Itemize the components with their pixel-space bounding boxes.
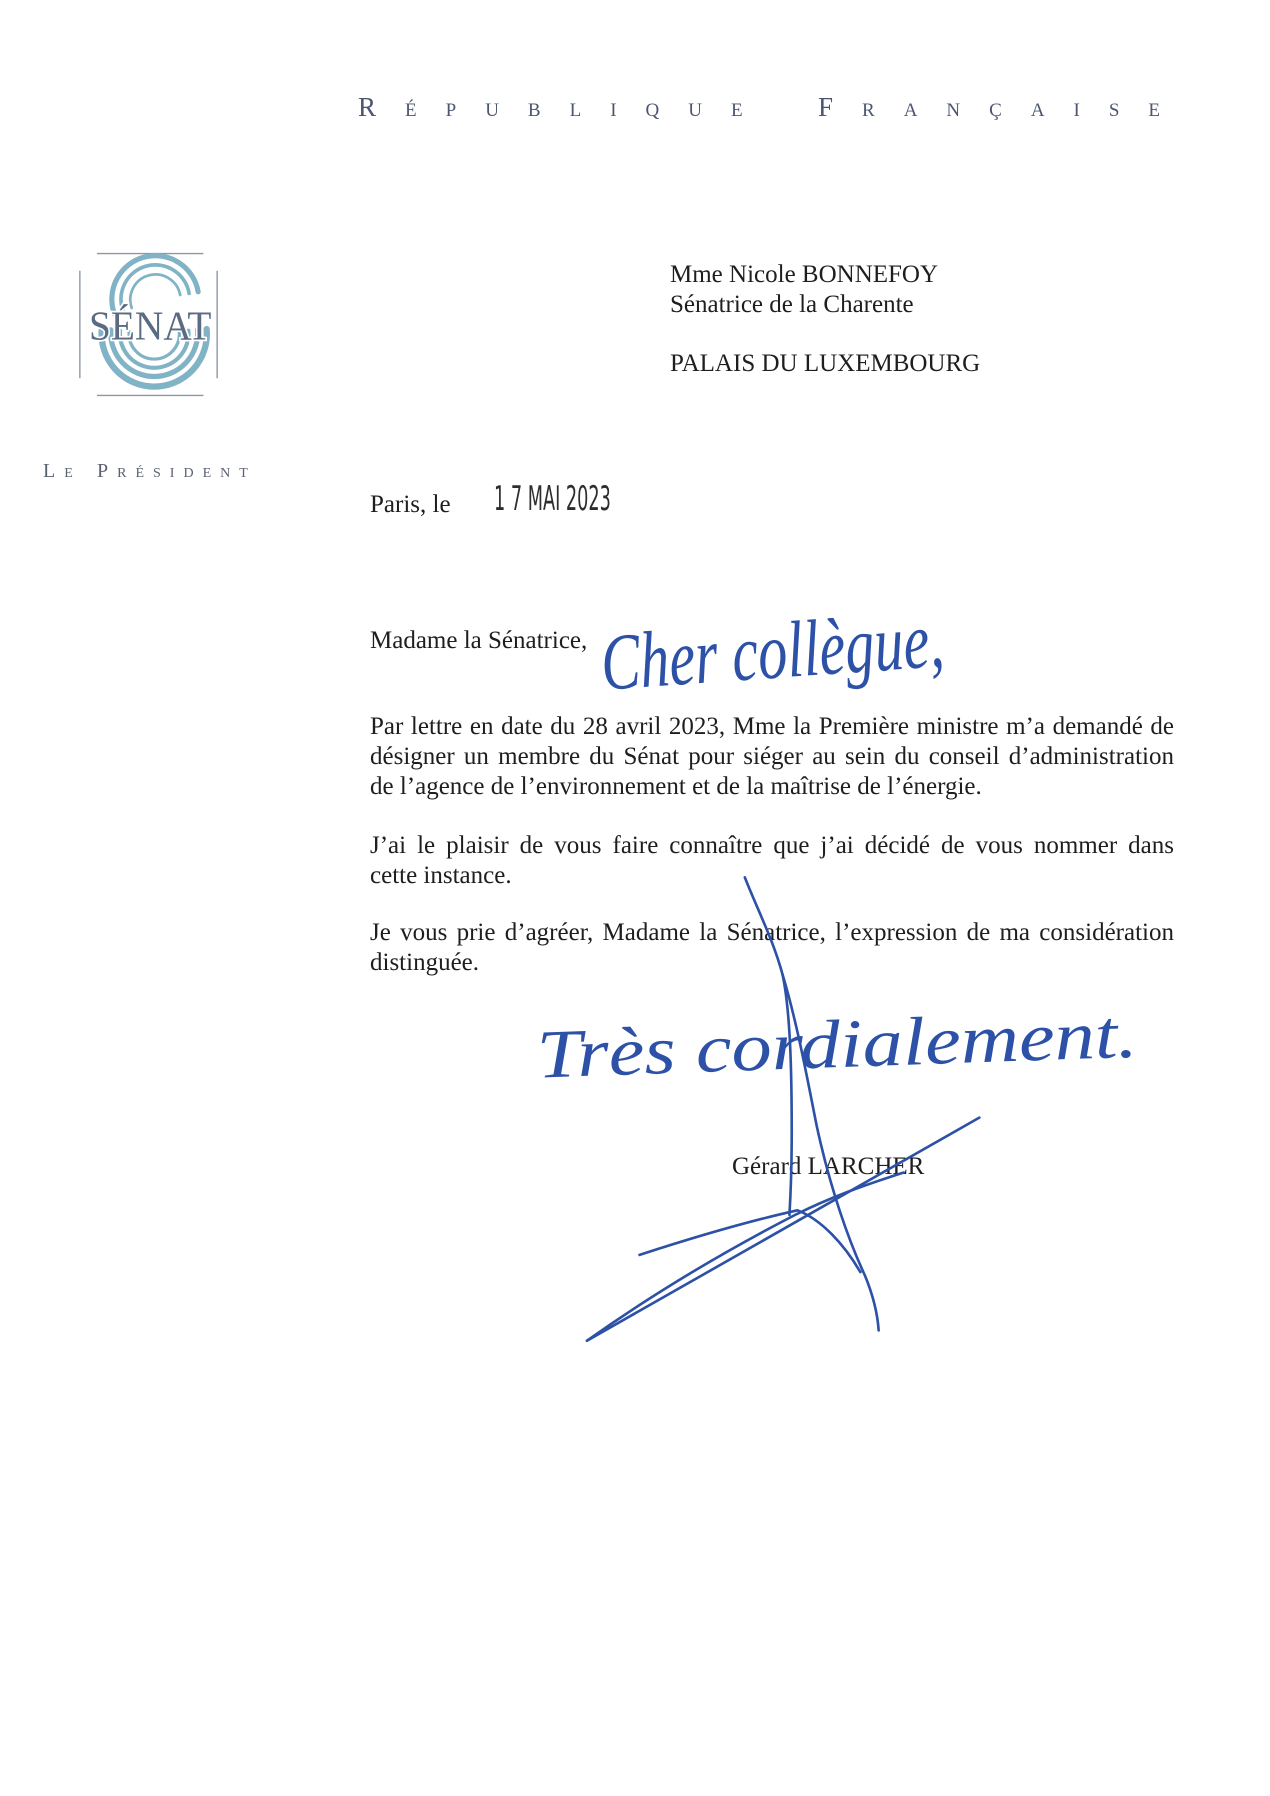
body-line: Je vous prie d’agréer, Madame la Sénatrice, l’expression de ma considération (370, 919, 1174, 946)
handwritten-greeting: Cher collègue, (598, 587, 1075, 708)
senat-logo (74, 249, 223, 400)
recipient-role: Sénatrice de la Charente (670, 291, 914, 318)
signatory-name: Gérard LARCHER (732, 1153, 925, 1180)
logo-wordmark: SÉNAT (89, 302, 212, 349)
date-stamp: 1 7 MAI 2023 (494, 479, 611, 519)
body-line: cette instance. (370, 861, 512, 889)
signature-stroke (640, 1210, 861, 1272)
body-line: J’ai le plaisir de vous faire connaître que j’ai décidé de vous nommer dans (370, 832, 1174, 859)
body-line: distinguée. (370, 948, 480, 976)
salutation: Madame la Sénatrice, (370, 627, 588, 654)
body-line: Par lettre en date du 28 avril 2023, Mme la Première ministre m’a demandé de (370, 713, 1174, 740)
letterhead-word-republique: RÉPUBLIQUE (358, 92, 772, 122)
body-line: de l’agence de l’environnement et de la maîtrise de l’énergie. (370, 772, 982, 800)
dateline-place: Paris, le (370, 491, 451, 518)
signature-stroke (587, 1173, 904, 1341)
handwritten-closing: Très cordialement. (535, 998, 1051, 1093)
body-paragraph-3 (370, 918, 1174, 978)
body-paragraph-1 (370, 712, 1174, 801)
recipient-address: PALAIS DU LUXEMBOURG (670, 350, 981, 377)
sender-title-word: PRÉSIDENT (97, 460, 257, 482)
recipient-name: Mme Nicole BONNEFOY (670, 261, 939, 288)
body-paragraph-2 (370, 831, 1174, 891)
letterhead-word-francaise: FRANÇAISE (818, 92, 1190, 122)
sender-title-word: LE (43, 460, 82, 482)
body-line: désigner un membre du Sénat pour siéger au sein du conseil d’administration (370, 742, 1174, 770)
